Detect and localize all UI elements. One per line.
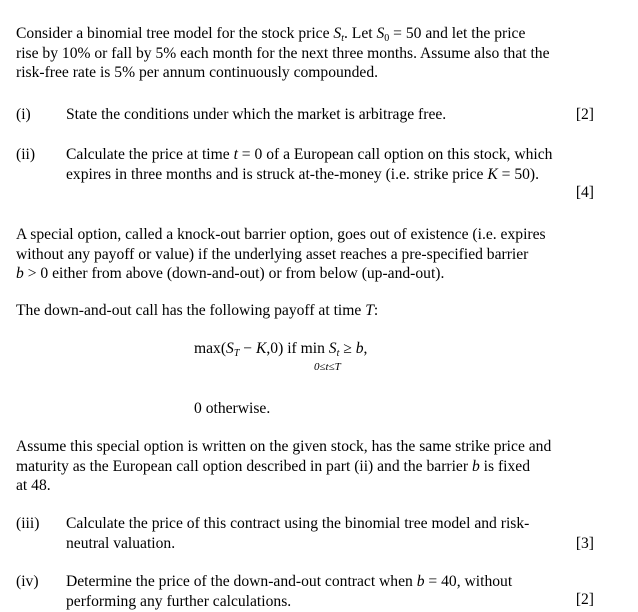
text: neutral valuation. — [66, 534, 176, 552]
assume-paragraph — [16, 437, 598, 496]
question-number: (iii) — [16, 515, 40, 532]
barrier-line-3 — [16, 264, 598, 284]
text: − — [239, 340, 256, 357]
var-b: b — [16, 265, 24, 282]
var-b: b — [416, 573, 425, 590]
var-t: t — [233, 146, 238, 163]
text: maturity as the European call option described in part (ii) and the barrier — [16, 457, 472, 475]
question-number: (i) — [16, 106, 31, 123]
barrier-paragraph — [16, 225, 598, 284]
question-iii — [16, 514, 598, 554]
text: The down-and-out call has the following payoff at time — [16, 302, 366, 319]
question-i — [16, 105, 598, 125]
var-s: S — [376, 25, 385, 42]
intro-line-1 — [16, 24, 598, 44]
text: = 50 and let the price — [389, 25, 526, 42]
text: = 0 of a European call option on this stock, which — [237, 146, 553, 163]
marks-label: [4] — [575, 184, 594, 201]
barrier-line-2: without any payoff or value) if the underlying asset reaches a pre-specified barrier — [16, 245, 529, 263]
question-text: State the conditions under which the market is arbitrage free. — [66, 106, 447, 123]
text: Determine the price of the down-and-out contract when — [66, 573, 417, 590]
question-text — [66, 572, 588, 611]
var-b: b — [355, 340, 364, 357]
min-limits: 0≤t≤T — [314, 361, 341, 373]
text: ≥ — [339, 340, 356, 357]
text: = 40, without — [424, 573, 513, 590]
sub-T: T — [233, 348, 240, 359]
intro-line-3: risk-free rate is 5% per annum continuously compounded. — [16, 64, 379, 81]
sub-t: t — [336, 348, 340, 359]
question-number: (ii) — [16, 146, 36, 163]
text: Calculate the price at time — [66, 146, 234, 163]
payoff-formula — [194, 339, 454, 375]
text: . Let — [344, 25, 377, 42]
text: : — [373, 302, 379, 319]
var-b: b — [471, 457, 480, 475]
text: ,0) if min — [266, 340, 329, 357]
question-text — [66, 145, 588, 184]
question-text — [66, 514, 588, 553]
var-k: K — [487, 165, 498, 183]
text: max( — [194, 340, 227, 357]
var-s: S — [328, 340, 337, 357]
var-k: K — [256, 340, 267, 357]
assume-line-2 — [16, 457, 598, 477]
marks-label: [3] — [575, 535, 594, 552]
question-number: (iv) — [16, 573, 39, 590]
marks-label: [2] — [575, 106, 594, 123]
var-s: S — [333, 25, 342, 42]
intro-line-2: rise by 10% or fall by 5% each month for the next three months. Assume also that the — [16, 44, 550, 62]
assume-line-3: at 48. — [16, 477, 51, 494]
barrier-line-1: A special option, called a knock-out barrier option, goes out of existence (i.e. expires — [16, 226, 546, 243]
question-ii — [16, 145, 598, 205]
text: is fixed — [479, 457, 530, 475]
text: > 0 either from above (down-and-out) or from below (up-and-out). — [23, 265, 445, 282]
payoff-intro — [16, 301, 598, 321]
text: = 50). — [497, 165, 540, 183]
var-T: T — [365, 302, 374, 319]
sub-t: t — [341, 33, 344, 44]
assume-line-1: Assume this special option is written on the given stock, has the same strike price and — [16, 438, 552, 455]
intro-paragraph — [16, 24, 598, 83]
sub-0: 0 — [384, 33, 390, 44]
text: performing any further calculations. — [66, 592, 292, 610]
text: Calculate the price of this contract using the binomial tree model and risk- — [66, 515, 530, 532]
text: Consider a binomial tree model for the stock price — [16, 25, 334, 42]
var-s: S — [226, 340, 234, 357]
otherwise-text: 0 otherwise. — [194, 400, 271, 417]
text: expires in three months and is struck at-the-money (i.e. strike price — [66, 165, 488, 183]
question-iv — [16, 572, 598, 612]
marks-label: [2] — [575, 591, 594, 608]
text: , — [363, 340, 368, 357]
